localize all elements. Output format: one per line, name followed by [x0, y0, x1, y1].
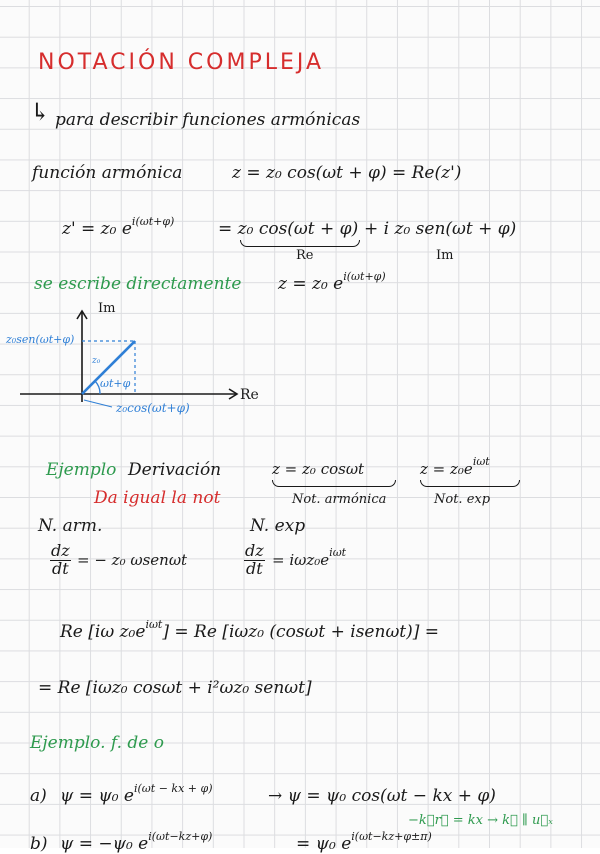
- n-exp-heading: N. exp: [250, 516, 306, 536]
- zprime-imag-part: + i z₀ sen(ωt + φ): [364, 219, 517, 239]
- example1-label: Ejemplo: [46, 460, 117, 480]
- derivative-arm-fraction: [50, 543, 71, 578]
- diagram-magnitude-label: z₀: [92, 356, 101, 366]
- z-armonic: z = z₀ cosωt: [272, 460, 365, 478]
- z-exponential-caption: Not. exp: [434, 492, 491, 507]
- z-armonic-brace: [272, 480, 396, 487]
- derivative-denominator: dt: [246, 558, 263, 578]
- example2-b-label: b): [30, 834, 48, 854]
- derivative-numerator: dz: [245, 541, 264, 560]
- example2-a-lhs: ψ = ψ₀ $e^{i(\omega t - kx + \varphi)}$: [60, 782, 213, 806]
- direct-label: se escribe directamente: [34, 274, 242, 294]
- example2-b-lhs: ψ = −ψ₀ $e^{i(\omega t-kz+\varphi)}$: [60, 830, 213, 854]
- harmonic-equation: z = z₀ cos(ωt + φ) = Re(z'): [232, 163, 462, 183]
- derivative-exp-fraction: [244, 543, 265, 578]
- example1-title: Derivación: [128, 460, 222, 480]
- intro-text: para describir funciones armónicas: [55, 110, 361, 130]
- re-label: Re: [296, 248, 314, 263]
- diagram-im-label: Im: [98, 301, 116, 316]
- harmonic-label: función armónica: [32, 163, 183, 183]
- diagram-x-label: z₀cos(ωt+φ): [116, 401, 190, 415]
- re-line-2: = Re [iωz₀ cosωt + i²ωz₀ senωt]: [38, 678, 312, 698]
- zprime-real-part: = z₀ cos(ωt + φ): [218, 219, 359, 239]
- n-arm-heading: N. arm.: [38, 516, 103, 536]
- derivative-arm: = − z₀ ωsenωt: [77, 551, 188, 569]
- derivative-denominator: dt: [52, 558, 69, 578]
- example1-note: Da igual la not: [94, 488, 221, 508]
- example2-a-rhs: → ψ = ψ₀ cos(ωt − kx + φ): [268, 786, 496, 806]
- example2-b-rhs: = ψ₀ $e^{i(\omega t-kz+\varphi\pm\pi)}$: [296, 830, 432, 854]
- z-exponential: $z = z_0e^{i\omega t}$: [420, 455, 490, 478]
- diagram-y-label: z₀sen(ωt+φ): [6, 333, 75, 346]
- z-exponential-brace: [420, 480, 520, 487]
- x-label-tick: [84, 400, 112, 407]
- zprime-lhs: z' = z₀ $e^{i(\omega t+\varphi)}$: [62, 215, 175, 239]
- direct-equation: z = z₀ $e^{i(\omega t+\varphi)}$: [278, 270, 386, 294]
- arrow-icon: ↳: [30, 98, 51, 126]
- example2-a-label: a): [30, 786, 47, 806]
- im-label: Im: [436, 248, 454, 263]
- page-title: NOTACIÓN COMPLEJA: [38, 50, 325, 75]
- diagram-re-label: Re: [240, 387, 259, 403]
- derivative-numerator: dz: [51, 541, 70, 560]
- derivative-exp: = $i\omega z_0e^{i\omega t}$: [272, 546, 347, 569]
- re-line-1: Re [iω $z_0e^{i\omega t}] = Re$ [iωz₀ (cosωt + isenωt)] =: [60, 618, 440, 642]
- z-armonic-caption: Not. armónica: [292, 492, 387, 507]
- k-note: −k⃗r⃗ = kx → k⃗ ∥ u⃗ₓ: [408, 813, 553, 828]
- example2-label: Ejemplo. f. de o: [30, 733, 164, 753]
- diagram-angle-label: ωt+φ: [100, 377, 131, 390]
